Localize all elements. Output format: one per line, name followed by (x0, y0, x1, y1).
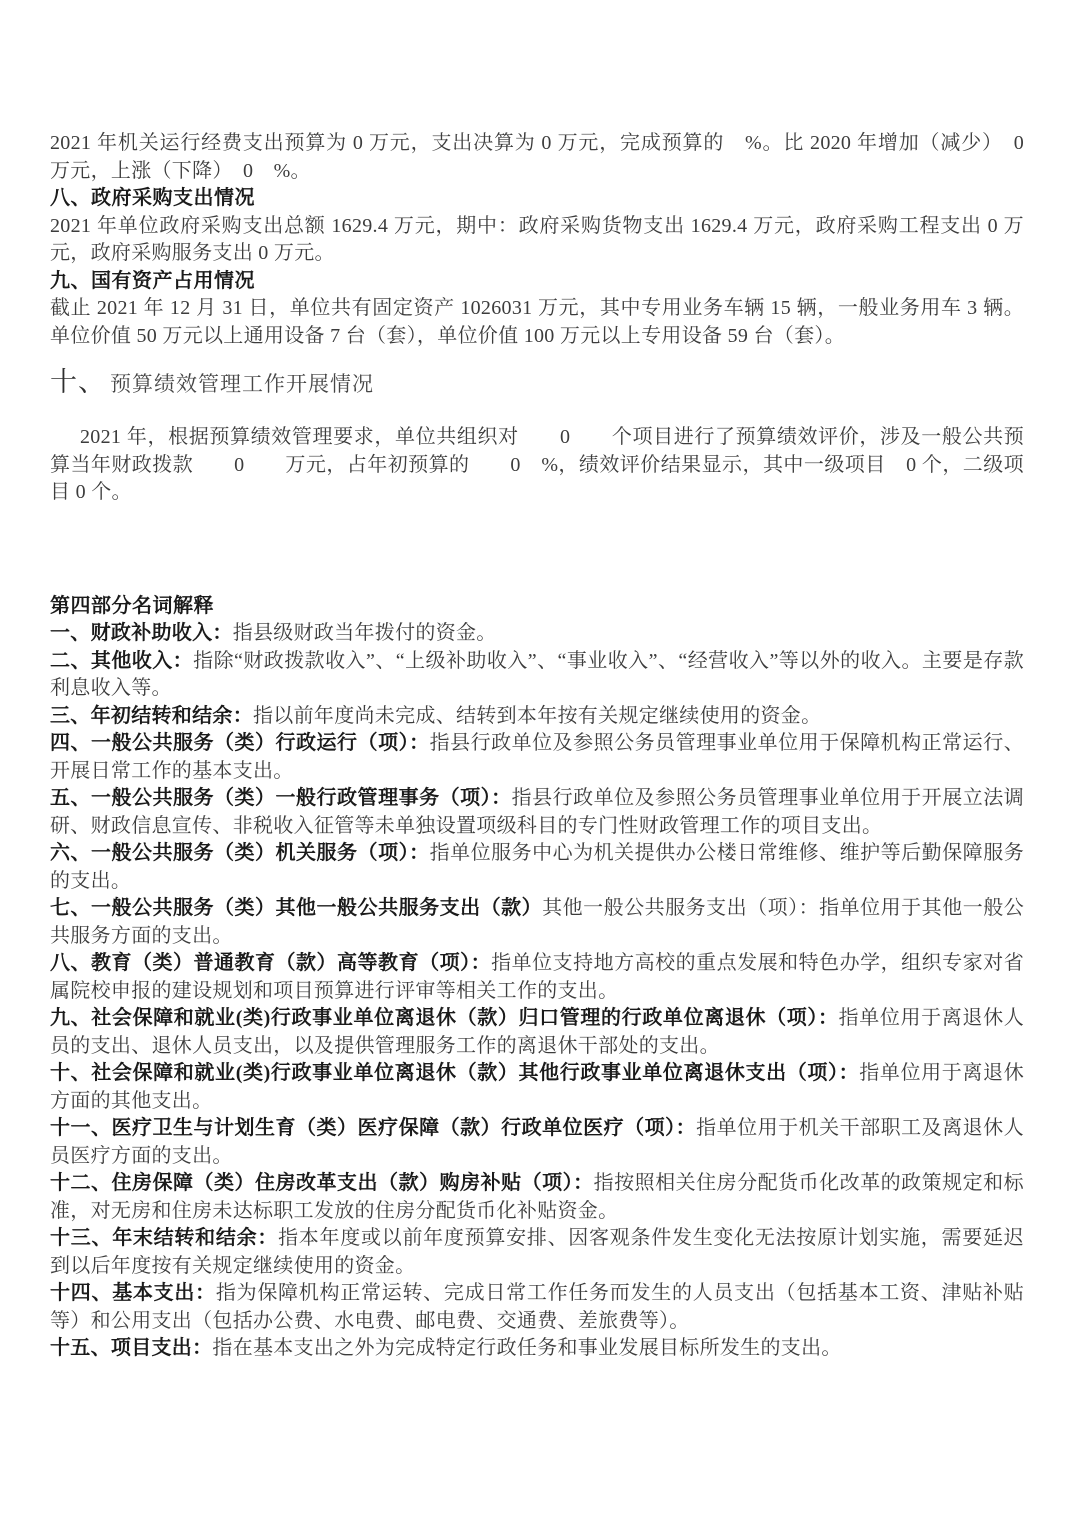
glossary-item (50, 840, 1024, 895)
glossary-item (50, 1225, 1024, 1280)
glossary-term: 六、一般公共服务（类）机关服务（项）： (50, 842, 430, 864)
glossary-definition: 指单位服务中心为机关提供办公楼日常维修、维护等后勤保障服务的支出。 (50, 842, 1024, 892)
glossary-term: 四、一般公共服务（类）行政运行（项）： (50, 732, 430, 754)
glossary-definition: 指县行政单位及参照公务员管理事业单位用于开展立法调研、财政信息宣传、非税收入征管等未单独设置项级科目的专门性财政管理工作的项目支出。 (50, 787, 1025, 837)
glossary-item (50, 950, 1024, 1005)
performance-heading (50, 366, 1024, 400)
glossary-item (50, 1280, 1024, 1335)
gov-procurement-paragraph: 2021 年单位政府采购支出总额 1629.4 万元，期中：政府采购货物支出 1629.4 万元，政府采购工程支出 0 万元，政府采购服务支出 0 万元。 (50, 214, 1024, 264)
state-assets-heading: 九、国有资产占用情况 (50, 269, 255, 292)
glossary-term: 二、其他收入： (50, 649, 194, 672)
glossary-term: 九、社会保障和就业(类)行政事业单位离退休（款）归口管理的行政单位离退休（项）： (50, 1007, 839, 1029)
glossary-definition: 指以前年度尚未完成、结转到本年按有关规定继续使用的资金。 (253, 704, 822, 727)
performance-heading-title: 预算绩效管理工作开展情况 (110, 372, 374, 396)
glossary-definition: 指按照相关住房分配货币化改革的政策规定和标准，对无房和住房未达标职工发放的住房分配货币化补贴资金。 (50, 1172, 1024, 1222)
glossary-definition: 指单位用于机关干部职工及离退休人员医疗方面的支出。 (50, 1117, 1024, 1167)
glossary-item (50, 703, 1024, 731)
glossary-definition: 指本年度或以前年度预算安排、因客观条件发生变化无法按原计划实施，需要延迟到以后年度按有关规定继续使用的资金。 (50, 1227, 1024, 1277)
glossary-definition: 指县行政单位及参照公务员管理事业单位用于保障机构正常运行、开展日常工作的基本支出。 (50, 732, 1024, 782)
glossary-term: 五、一般公共服务（类）一般行政管理事务（项）： (50, 787, 512, 809)
glossary-item (50, 895, 1024, 950)
glossary-definition: 指为保障机构正常运转、完成日常工作任务而发生的人员支出（包括基本工资、津贴补贴等）和公用支出（包括办公费、水电费、邮电费、交通费、差旅费等）。 (50, 1282, 1024, 1332)
glossary-item (50, 730, 1024, 785)
glossary-term: 七、一般公共服务（类）其他一般公共服务支出（款） (50, 897, 543, 919)
glossary-list (50, 620, 1024, 1363)
glossary-definition: 指单位支持地方高校的重点发展和特色办学，组织专家对省属院校申报的建设规划和项目预算进行评审等相关工作的支出。 (50, 952, 1024, 1002)
glossary-item (50, 620, 1024, 648)
performance-paragraph: 2021 年，根据预算绩效管理要求，单位共组织对 0 个项目进行了预算绩效评价，涉及一般公共预算当年财政拨款 0 万元，占年初预算的 0 %，绩效评价结果显示，其中一级项目 0 个，二级项目 0 个。 (50, 426, 1024, 503)
glossary-item (50, 1005, 1024, 1060)
glossary-item (50, 1115, 1024, 1170)
glossary-term: 十一、医疗卫生与计划生育（类）医疗保障（款）行政单位医疗（项）： (50, 1117, 697, 1139)
state-assets-paragraph: 截止 2021 年 12 月 31 日，单位共有固定资产 1026031 万元，其中专用业务车辆 15 辆，一般业务用车 3 辆。单位价值 50 万元以上通用设备 7 台（套），单位价值 100 万元以上专用设备 59 台（套）。 (50, 297, 1024, 347)
gov-procurement-heading: 八、政府采购支出情况 (50, 187, 255, 209)
glossary-term: 十、社会保障和就业(类)行政事业单位离退休（款）其他行政事业单位离退休支出（项）： (50, 1062, 860, 1084)
glossary-item (50, 648, 1024, 703)
glossary-term: 八、教育（类）普通教育（款）高等教育（项）： (50, 952, 492, 974)
operating-costs-paragraph: 2021 年机关运行经费支出预算为 0 万元，支出决算为 0 万元，完成预算的 %。比 2020 年增加（减少） 0 万元，上涨（下降） 0 %。 (50, 132, 1045, 182)
glossary-term: 十五、项目支出： (50, 1337, 213, 1359)
glossary-definition: 指在基本支出之外为完成特定行政任务和事业发展目标所发生的支出。 (212, 1337, 842, 1359)
glossary-definition: 指除“财政拨款收入”、“上级补助收入”、“事业收入”、“经营收入”等以外的收入。主要是存款利息收入等。 (50, 649, 1025, 699)
glossary-term: 十二、住房保障（类）住房改革支出（款）购房补贴（项）： (50, 1172, 594, 1194)
glossary-term: 十三、年末结转和结余： (50, 1227, 279, 1249)
glossary-item (50, 1060, 1024, 1115)
glossary-definition: 其他一般公共服务支出（项）：指单位用于其他一般公共服务方面的支出。 (50, 897, 1025, 947)
glossary-title: 第四部分名词解释 (50, 594, 214, 617)
glossary-item (50, 1170, 1024, 1225)
glossary-item (50, 785, 1024, 840)
performance-heading-number: 十、 (50, 367, 106, 397)
glossary-definition: 指单位用于离退休人员的支出、退休人员支出，以及提供管理服务工作的离退休干部处的支出。 (50, 1007, 1025, 1057)
glossary-term: 一、财政补助收入： (50, 622, 233, 644)
glossary-term: 三、年初结转和结余： (50, 704, 253, 727)
glossary-definition: 指县级财政当年拨付的资金。 (232, 622, 497, 644)
glossary-term: 十四、基本支出： (50, 1282, 216, 1304)
glossary-definition: 指单位用于离退休方面的其他支出。 (50, 1062, 1024, 1112)
glossary-item (50, 1335, 1024, 1363)
